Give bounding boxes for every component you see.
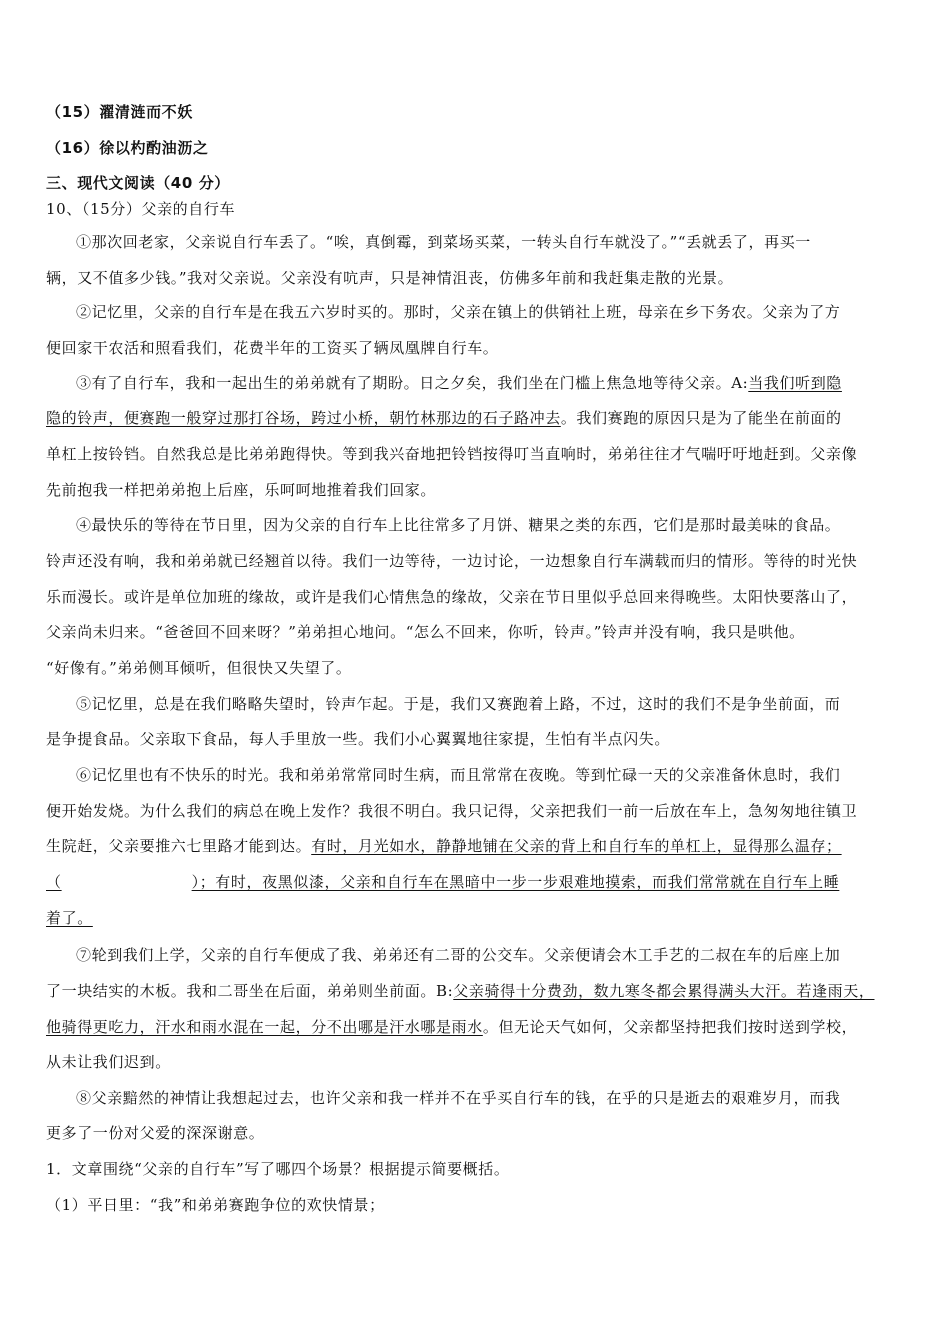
underlined-sentence-a: 当我们听到隐 [748,374,842,392]
underlined-sentence-b-cont: 他骑得更吃力，汗水和雨水混在一起，分不出哪是汗水哪是雨水 [46,1018,483,1036]
paragraph-6-line-5: 着了。 [46,909,93,927]
question-1: 1．文章围绕“父亲的自行车”写了哪四个场景？根据提示简要概括。 [46,1160,510,1178]
paragraph-3-line-2 [46,408,906,428]
paragraph-7-line-3 [46,1017,906,1037]
paragraph-4-line-5: “好像有。”弟弟侧耳倾听，但很快又失望了。 [46,659,352,677]
underlined-sentence-b: 父亲骑得十分费劲，数九寒冬都会累得满头大汗。若逢雨天， [453,982,875,1000]
paragraph-7-line-1: ⑦轮到我们上学，父亲的自行车便成了我、弟弟还有二哥的公交车。父亲便请会木工手艺的二叔在车的后座上加 [76,946,841,964]
paragraph-4-line-1: ④最快乐的等待在节日里，因为父亲的自行车上比往常多了月饼、糖果之类的东西，它们是那时最美味的食品。 [76,516,841,534]
paragraph-3-line-3: 单杠上按铃铛。自然我总是比弟弟跑得快。等到我兴奋地把铃铛按得叮当直响时，弟弟往往才气喘吁吁地赶到。父亲像 [46,445,858,463]
underlined-passage: 有时，月光如水，静静地铺在父亲的背上和自行车的单杠上，显得那么温存； [311,837,842,855]
section-heading: 三、现代文阅读（40 分） [46,174,230,192]
paragraph-3-line-4: 先前抱我一样把弟弟抱上后座，乐呵呵地推着我们回家。 [46,481,437,499]
paragraph-6-line-1: ⑥记忆里也有不快乐的时光。我和弟弟常常同时生病，而且常常在夜晚。等到忙碌一天的父亲准备休息时，我们 [76,766,841,784]
underlined-sentence-a-cont: 隐的铃声，便赛跑一般穿过那打谷场，跨过小桥，朝竹林那边的石子路冲去 [46,409,561,427]
paragraph-7-line-2 [46,981,906,1001]
question-title: 10、（15分）父亲的自行车 [46,200,236,218]
paragraph-8-line-2: 更多了一份对父爱的深深谢意。 [46,1124,265,1142]
blank-open-paren: （ [46,873,62,891]
paragraph-8-line-1: ⑧父亲黯然的神情让我想起过去，也许父亲和我一样并不在乎买自行车的钱，在乎的只是逝去的艰难岁月，而我 [76,1089,841,1107]
underlined-passage-cont: ）；有时，夜黑似漆，父亲和自行车在黑暗中一步一步艰难地摸索，而我们常常就在自行车上睡 [191,873,840,891]
item-15: （15）濯清涟而不妖 [46,103,193,121]
paragraph-5-line-2: 是争提食品。父亲取下食品，每人手里放一些。我们小心翼翼地往家提，生怕有半点闪失。 [46,730,671,748]
p3-l2-text: 。我们赛跑的原因只是为了能坐在前面的 [560,409,842,427]
p6-l3-text: 生院赶，父亲要推六七里路才能到达。 [46,837,312,855]
paragraph-7-line-4: 从未让我们迟到。 [46,1053,171,1071]
p7-l3-text: 。但无论天气如何，父亲都坚持把我们按时送到学校， [482,1018,858,1036]
paragraph-6-line-4 [46,872,906,892]
paragraph-3-line-1 [76,373,936,393]
item-16: （16）徐以杓酌油沥之 [46,139,209,157]
p7-l2-text: 了一块结实的木板。我和二哥坐在后面，弟弟则坐前面。B: [46,982,454,1000]
paragraph-5-line-1: ⑤记忆里，总是在我们略略失望时，铃声乍起。于是，我们又赛跑着上路，不过，这时的我们不是争坐前面，而 [76,695,841,713]
paragraph-6-line-2: 便开始发烧。为什么我们的病总在晚上发作？我很不明白。我只记得，父亲把我们一前一后放在车上，急匆匆地往镇卫 [46,802,858,820]
paragraph-4-line-3: 乐而漫长。或许是单位加班的缘故，或许是我们心情焦急的缘故，父亲在节日里似乎总回来得晚些。太阳快要落山了， [46,588,858,606]
paragraph-2-line-1: ②记忆里，父亲的自行车是在我五六岁时买的。那时，父亲在镇上的供销社上班，母亲在乡下务农。父亲为了方 [76,303,841,321]
paragraph-4-line-2: 铃声还没有响，我和弟弟就已经翘首以待。我们一边等待，一边讨论，一边想象自行车满载而归的情形。等待的时光快 [46,552,858,570]
paragraph-6-line-3 [46,836,906,856]
question-1-part-1: （1）平日里：“我”和弟弟赛跑争位的欢快情景； [46,1196,385,1214]
paragraph-4-line-4: 父亲尚未归来。“爸爸回不回来呀？”弟弟担心地问。“怎么不回来，你听，铃声。”铃声并没有响，我只是哄他。 [46,623,805,641]
p3-l1-text: ③有了自行车，我和一起出生的弟弟就有了期盼。日之夕矣，我们坐在门槛上焦急地等待父亲。A: [76,374,749,392]
paragraph-2-line-2: 便回家干农活和照看我们，花费半年的工资买了辆凤凰牌自行车。 [46,339,499,357]
paragraph-1-line-1: ①那次回老家，父亲说自行车丢了。“唉，真倒霉，到菜场买菜，一转头自行车就没了。”“丢就丢了，再买一 [76,233,811,251]
paragraph-1-line-2: 辆，又不值多少钱。”我对父亲说。父亲没有吭声，只是神情沮丧，仿佛多年前和我赶集走散的光景。 [46,269,734,287]
